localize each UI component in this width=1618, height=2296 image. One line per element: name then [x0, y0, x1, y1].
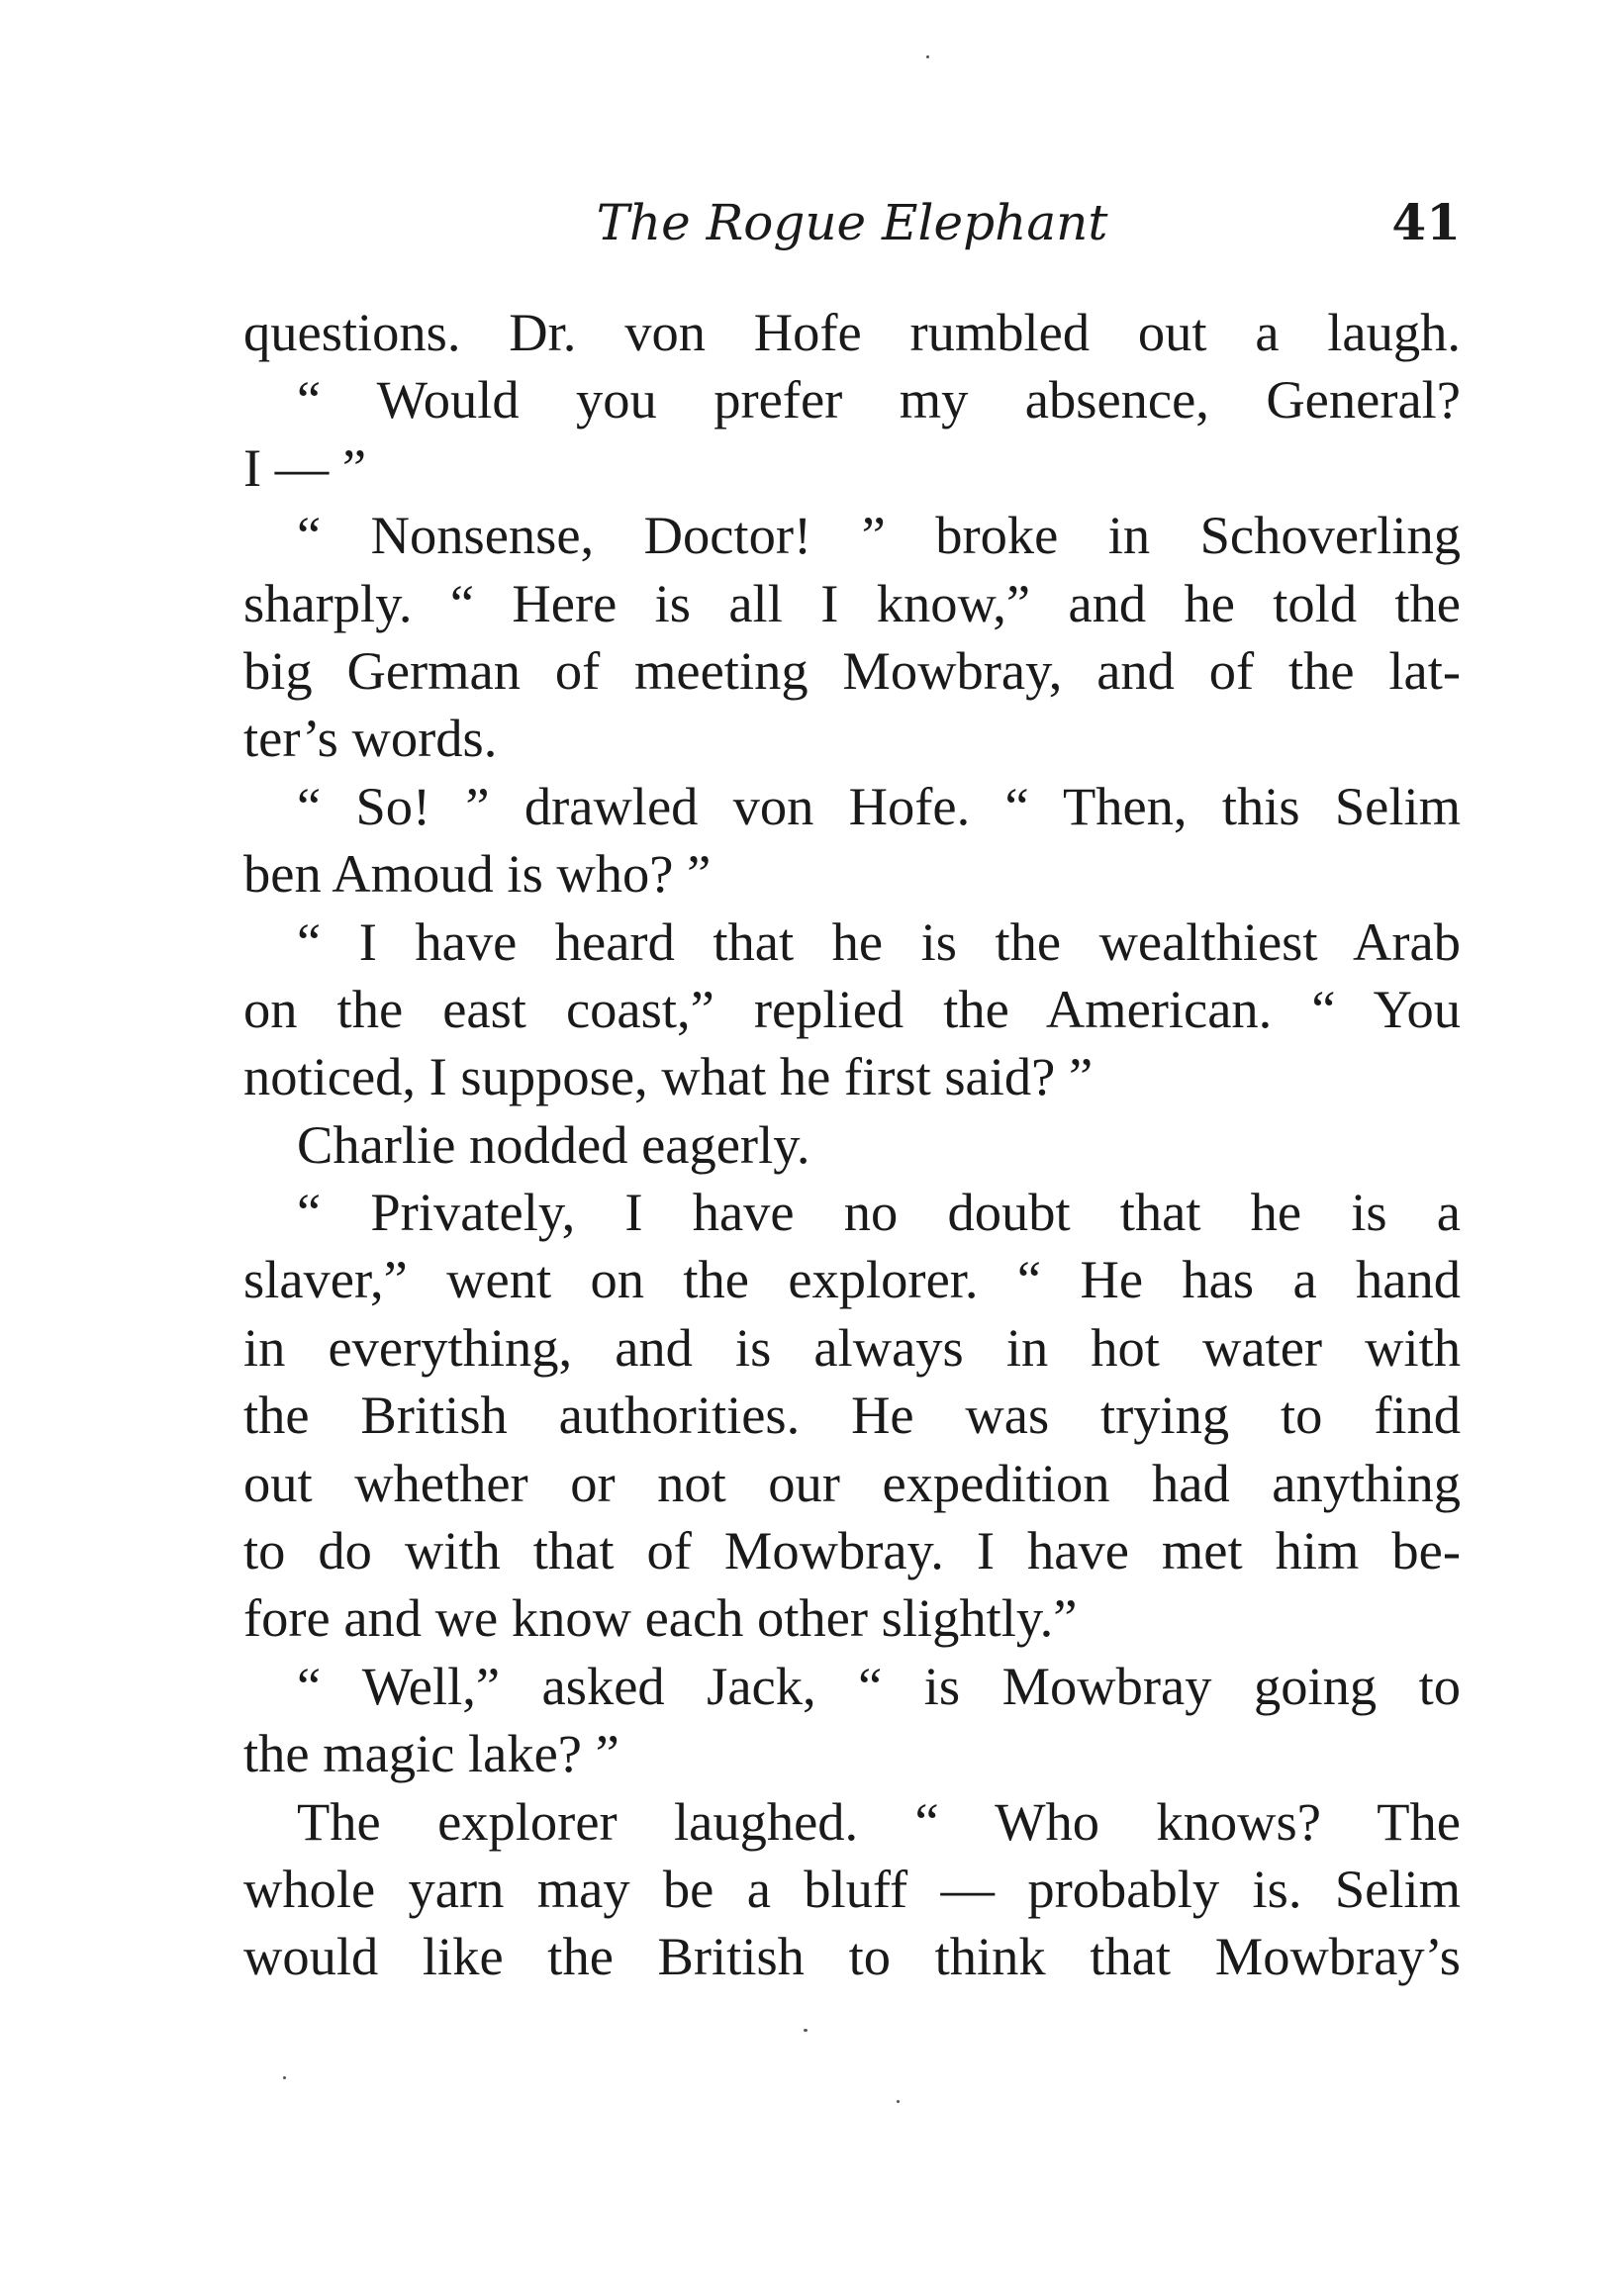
text-line: ben Amoud is who? ”: [243, 843, 712, 905]
text-line: big German of meeting Mowbray, and of the lat-: [243, 639, 1461, 701]
text-line: noticed, I suppose, what he first said? ”: [243, 1046, 1094, 1107]
text-line: “ I have heard that he is the wealthiest Arab: [297, 910, 1461, 972]
text-line: “ Would you prefer my absence, General?: [297, 369, 1461, 430]
text-line: “ Privately, I have no doubt that he is a: [297, 1182, 1461, 1243]
text-line: “ Nonsense, Doctor! ” broke in Schoverling: [297, 505, 1461, 566]
text-line: whole yarn may be a bluff — probably is. Selim: [243, 1858, 1461, 1919]
text-line: in everything, and is always in hot water with: [243, 1316, 1461, 1378]
text-line: to do with that of Mowbray. I have met him be-: [243, 1520, 1461, 1581]
running-title: The Rogue Elephant: [596, 194, 1108, 251]
text-line: questions. Dr. von Hofe rumbled out a laugh.: [243, 302, 1461, 362]
text-line: “ Well,” asked Jack, “ is Mowbray going to: [297, 1655, 1461, 1716]
text-line: The explorer laughed. “ Who knows? The: [297, 1790, 1461, 1852]
text-line: sharply. “ Here is all I know,” and he told the: [243, 572, 1461, 633]
text-line: slaver,” went on the explorer. “ He has a hand: [243, 1249, 1461, 1310]
text-line: fore and we know each other slightly.”: [243, 1587, 1078, 1649]
text-line: would like the British to think that Mowbray’s: [243, 1926, 1461, 1987]
text-line: the magic lake? ”: [243, 1723, 619, 1784]
text-line: Charlie nodded eagerly.: [297, 1113, 810, 1175]
speck: [926, 55, 929, 58]
text-line: on the east coast,” replied the American. “ You: [243, 978, 1461, 1039]
speck: [283, 2076, 286, 2079]
text-line: I — ”: [243, 436, 367, 498]
text-line: ter’s words.: [243, 708, 498, 769]
running-head: [243, 188, 1461, 257]
text-line: out whether or not our expedition had anything: [243, 1452, 1461, 1513]
speck: [804, 2029, 808, 2032]
text-line: “ So! ” drawled von Hofe. “ Then, this Selim: [297, 775, 1461, 836]
body-text: [243, 299, 1461, 1991]
speck: [897, 2100, 900, 2103]
page-number: 41: [1391, 193, 1461, 251]
text-line: the British authorities. He was trying to find: [243, 1385, 1461, 1446]
